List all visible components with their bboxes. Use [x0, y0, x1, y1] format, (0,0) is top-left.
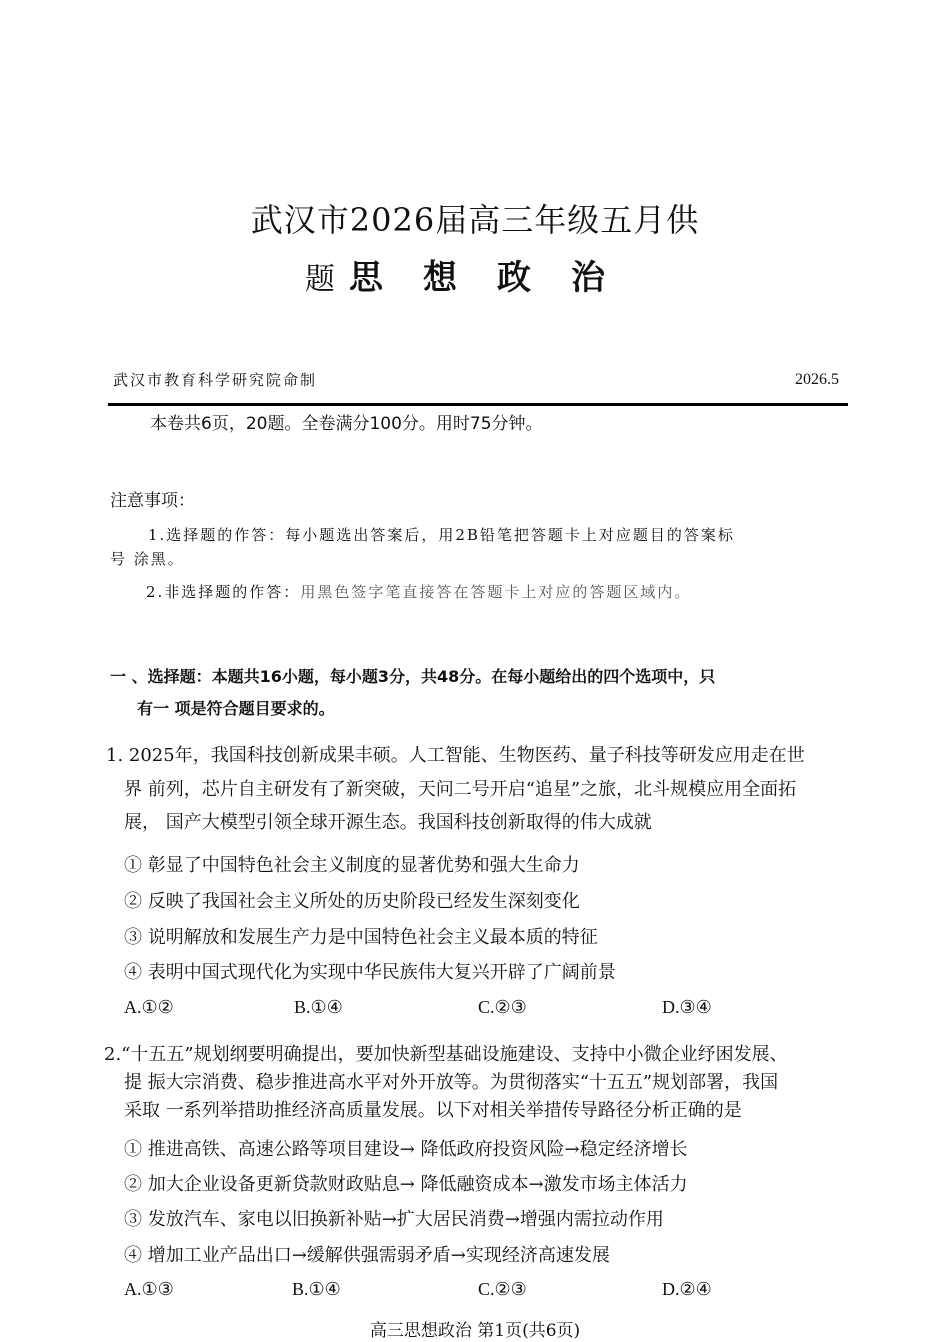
note-2-text: 用黑色签字笔直接答在答题卡上对应的答题区域内。 [300, 583, 692, 601]
subject-name: 思想政治 [349, 258, 645, 298]
title-suffix: 题 [305, 262, 335, 297]
question-2-stem-line-2: 提 振大宗消费、稳步推进高水平对外开放等。为贯彻落实“十五五”规划部署，我国 [124, 1072, 779, 1093]
question-1-statement-3: ③ 说明解放和发展生产力是中国特色社会主义最本质的特征 [124, 927, 598, 948]
question-2-statement-3: ③ 发放汽车、家电以旧换新补贴→扩大居民消费→增强内需拉动作用 [124, 1209, 664, 1230]
exam-date: 2026.5 [795, 371, 839, 388]
note-1-line-1: 1.选择题的作答：每小题选出答案后，用2B铅笔把答题卡上对应题目的答案标 [148, 526, 735, 544]
question-2-choice-b: B.①④ [292, 1279, 341, 1299]
document-title: 武汉市2026届高三年级五月供 [250, 201, 700, 239]
question-2-statement-2: ② 加大企业设备更新贷款财政贴息→ 降低融资成本→激发市场主体活力 [124, 1174, 688, 1195]
page-footer: 高三思想政治 第1页(共6页) [369, 1321, 581, 1341]
question-1-statement-4: ④ 表明中国式现代化为实现中华民族伟大复兴开辟了广阔前景 [124, 962, 616, 983]
note-2 [146, 581, 691, 602]
question-2-statement-1: ① 推进高铁、高速公路等项目建设→ 降低政府投资风险→稳定经济增长 [124, 1139, 688, 1160]
question-1-stem-line-1: 1. 2025年，我国科技创新成果丰硕。人工智能、生物医药、量子科技等研发应用走在世 [106, 745, 805, 766]
note-2-label: 2.非选择题的作答： [146, 583, 301, 601]
question-2-statement-4: ④ 增加工业产品出口→缓解供强需弱矛盾→实现经济高速发展 [124, 1245, 610, 1266]
question-1-statement-1: ① 彰显了中国特色社会主义制度的显著优势和强大生命力 [124, 855, 580, 876]
note-1-line-2: 号 涂黑。 [110, 550, 185, 568]
question-1-stem-line-2: 界 前列，芯片自主研发有了新突破，天问二号开启“追星”之旅，北斗规模应用全面拓 [124, 779, 797, 800]
question-2-choice-d: D.②④ [662, 1279, 712, 1299]
question-1-choice-c: C.②③ [478, 997, 527, 1017]
issuer: 武汉市教育科学研究院命制 [113, 371, 318, 389]
notes-heading: 注意事项： [110, 491, 195, 511]
section-heading-line-2: 有一 项是符合题目要求的。 [137, 699, 335, 718]
question-1-statement-2: ② 反映了我国社会主义所处的历史阶段已经发生深刻变化 [124, 891, 580, 912]
question-1-choice-b: B.①④ [294, 997, 343, 1017]
question-2-stem-line-1: 2.“十五五”规划纲要明确提出，要加快新型基础设施建设、支持中小微企业纾困发展、 [104, 1044, 788, 1065]
question-2-stem-line-3: 采取 一系列举措助推经济高质量发展。以下对相关举措传导路径分析正确的是 [124, 1100, 742, 1121]
question-1-stem-line-3: 展， 国产大模型引领全球开源生态。我国科技创新取得的伟大成就 [124, 812, 652, 833]
document-subtitle [0, 250, 950, 299]
section-heading-line-1: 一 、选择题：本题共16小题，每小题3分，共48分。在每小题给出的四个选项中，只 [110, 667, 716, 686]
header-rule [108, 403, 848, 406]
question-2-choice-a: A.①③ [124, 1279, 174, 1299]
question-1-choice-a: A.①② [124, 997, 174, 1017]
exam-summary: 本卷共6页，20题。全卷满分100分。用时75分钟。 [150, 414, 543, 434]
question-2-choice-c: C.②③ [478, 1279, 527, 1299]
question-1-choice-d: D.③④ [662, 997, 712, 1017]
